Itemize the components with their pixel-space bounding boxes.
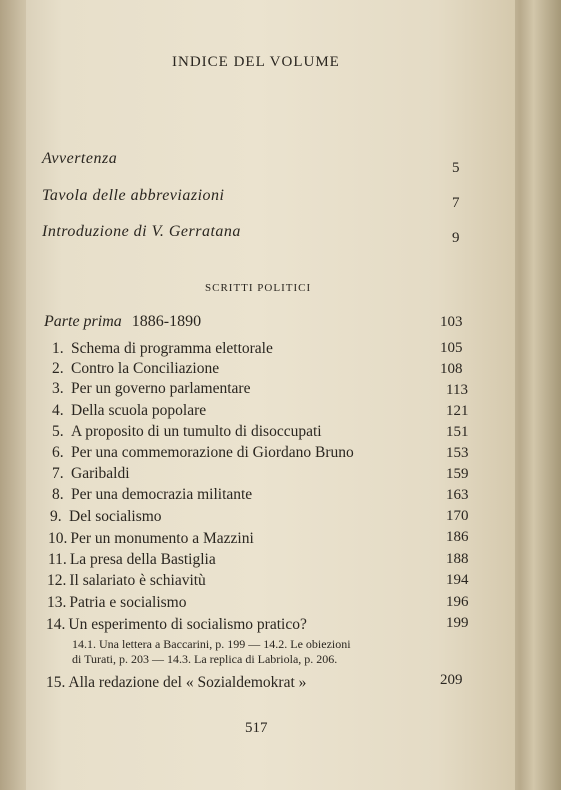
toc-entry bbox=[50, 508, 162, 526]
subentry-line: di Turati, p. 203 — 14.3. La replica di Labriola, p. 206. bbox=[72, 652, 338, 666]
entry-number: 15. bbox=[46, 674, 66, 691]
entry-title: A proposito di un tumulto di disoccupati bbox=[71, 423, 322, 440]
toc-entry bbox=[52, 380, 250, 398]
toc-entry bbox=[52, 423, 322, 441]
entry-title: Per una democrazia militante bbox=[71, 486, 253, 503]
entry-title: Della scuola popolare bbox=[71, 402, 207, 419]
toc-entry bbox=[46, 616, 307, 634]
toc-entry bbox=[52, 360, 219, 378]
entry-page: 170 bbox=[446, 508, 469, 524]
entry-page: 108 bbox=[440, 361, 463, 377]
entry-title: Un esperimento di socialismo pratico? bbox=[68, 616, 307, 633]
entry-number: 5. bbox=[52, 423, 64, 440]
entry-page: 163 bbox=[446, 487, 469, 503]
entry-page: 186 bbox=[446, 529, 469, 545]
entry-page: 105 bbox=[440, 340, 463, 356]
entry-number: 9. bbox=[50, 508, 62, 525]
toc-entry bbox=[48, 551, 216, 569]
entry-page: 151 bbox=[446, 424, 469, 440]
toc-entry bbox=[52, 444, 354, 462]
part-page: 103 bbox=[440, 314, 463, 330]
entry-number: 8. bbox=[52, 486, 64, 503]
front-matter-label: Tavola delle abbreviazioni bbox=[42, 187, 225, 204]
entry-number: 4. bbox=[52, 402, 64, 419]
toc-entry bbox=[47, 594, 186, 612]
page-number: 517 bbox=[245, 720, 268, 736]
toc-entry bbox=[52, 340, 273, 358]
entry-number: 13. bbox=[47, 594, 67, 611]
entry-page: 121 bbox=[446, 403, 469, 419]
entry-page: 194 bbox=[446, 572, 469, 588]
front-matter-label: Introduzione di V. Gerratana bbox=[42, 223, 241, 240]
entry-page: 188 bbox=[446, 551, 469, 567]
entry-title: Patria e socialismo bbox=[69, 594, 187, 611]
entry-title: Per un governo parlamentare bbox=[71, 380, 251, 397]
entry-title: Del socialismo bbox=[69, 508, 162, 525]
entry-number: 11. bbox=[48, 551, 67, 568]
entry-title: La presa della Bastiglia bbox=[69, 551, 216, 568]
section-heading: SCRITTI POLITICI bbox=[205, 282, 312, 294]
page-gutter bbox=[0, 0, 26, 790]
toc-entry bbox=[48, 530, 254, 548]
entry-page: 199 bbox=[446, 615, 469, 631]
entry-page: 209 bbox=[440, 672, 463, 688]
entry-page: 113 bbox=[446, 382, 468, 398]
entry-page: 196 bbox=[446, 594, 469, 610]
entry-number: 2. bbox=[52, 360, 64, 377]
entry-number: 12. bbox=[47, 572, 67, 589]
toc-entry bbox=[52, 465, 130, 483]
part-heading bbox=[44, 313, 201, 331]
entry-page: 159 bbox=[446, 466, 469, 482]
entry-title: Garibaldi bbox=[71, 465, 130, 482]
entry-number: 10. bbox=[48, 530, 68, 547]
entry-number: 14. bbox=[46, 616, 66, 633]
entry-title: Il salariato è schiavitù bbox=[69, 572, 206, 589]
entry-number: 7. bbox=[52, 465, 64, 482]
toc-entry bbox=[47, 572, 206, 590]
front-matter-page: 7 bbox=[452, 195, 460, 211]
part-label: Parte prima bbox=[44, 313, 122, 330]
page-title: INDICE DEL VOLUME bbox=[172, 54, 340, 70]
toc-entry bbox=[52, 402, 206, 420]
front-matter-page: 9 bbox=[452, 230, 460, 246]
subentry-line: 14.1. Una lettera a Baccarini, p. 199 — 14.2. Le obiezioni bbox=[72, 637, 351, 651]
toc-entry bbox=[46, 674, 306, 692]
entry-page: 153 bbox=[446, 445, 469, 461]
entry-number: 1. bbox=[52, 340, 64, 357]
toc-entry bbox=[52, 486, 252, 504]
entry-title: Contro la Conciliazione bbox=[71, 360, 220, 377]
entry-number: 3. bbox=[52, 380, 64, 397]
entry-title: Per una commemorazione di Giordano Bruno bbox=[71, 444, 354, 461]
entry-number: 6. bbox=[52, 444, 64, 461]
front-matter-label: Avvertenza bbox=[42, 150, 118, 167]
entry-title: Schema di programma elettorale bbox=[71, 340, 273, 357]
entry-title: Per un monumento a Mazzini bbox=[70, 530, 254, 547]
front-matter-page: 5 bbox=[452, 160, 460, 176]
entry-title: Alla redazione del « Sozialdemokrat » bbox=[68, 674, 307, 691]
part-years: 1886-1890 bbox=[131, 313, 202, 330]
